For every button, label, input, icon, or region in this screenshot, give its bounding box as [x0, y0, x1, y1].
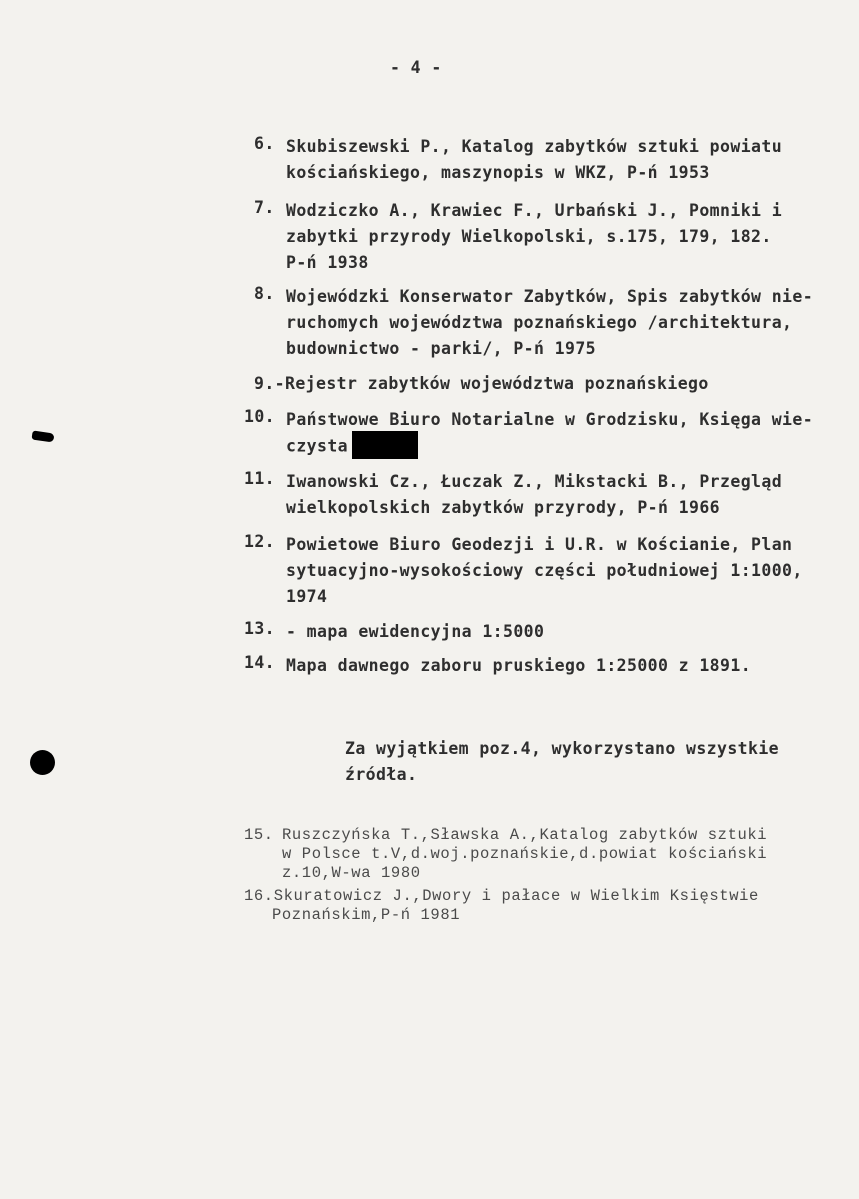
- note-line: źródła.: [345, 765, 418, 784]
- entry-number: 15.: [244, 826, 274, 844]
- bibliography-entry-13: [244, 619, 544, 645]
- bibliography-entry-8: [254, 284, 813, 362]
- bibliography-entry-11: [244, 469, 782, 521]
- closing-note: [345, 736, 779, 788]
- page-number: - 4 -: [390, 58, 442, 77]
- entry-line: Mapa dawnego zaboru pruskiego 1:25000 z 1891.: [286, 656, 752, 675]
- entry-line: -Rejestr zabytków województwa poznańskiego: [274, 374, 709, 393]
- entry-number: 14.: [244, 653, 276, 672]
- entry-line: z.10,W-wa 1980: [282, 864, 421, 882]
- entry-line: Iwanowski Cz., Łuczak Z., Mikstacki B., Przegląd: [286, 472, 783, 491]
- entry-line: 1974: [286, 587, 328, 606]
- entry-line: Poznańskim,P-ń 1981: [272, 906, 461, 924]
- note-line: Za wyjątkiem poz.4, wykorzystano wszystkie: [345, 739, 780, 758]
- bibliography-entry-10: [244, 407, 813, 459]
- entry-number: 8.: [254, 284, 275, 303]
- entry-line: sytuacyjno-wysokościowy części południowej 1:1000,: [286, 561, 803, 580]
- binder-hole-mark: [30, 750, 55, 775]
- entry-line: Wojewódzki Konserwator Zabytków, Spis zabytków nie-: [286, 287, 814, 306]
- entry-line: kościańskiego, maszynopis w WKZ, P-ń 1953: [286, 163, 710, 182]
- bibliography-entry-9: [254, 371, 709, 397]
- entry-number: 16.: [244, 887, 274, 905]
- redaction-block: [352, 431, 418, 459]
- addendum-entry-16: [244, 887, 759, 925]
- entry-line: Skuratowicz J.,Dwory i pałace w Wielkim Księstwie: [273, 887, 759, 905]
- entry-number: 13.: [244, 619, 276, 638]
- entry-line: czysta: [286, 436, 349, 456]
- entry-line: budownictwo - parki/, P-ń 1975: [286, 339, 597, 358]
- bibliography-entry-7: [254, 198, 782, 276]
- entry-line: wielkopolskich zabytków przyrody, P-ń 1966: [286, 498, 721, 517]
- entry-line: Skubiszewski P., Katalog zabytków sztuki powiatu: [286, 137, 783, 156]
- entry-number: 12.: [244, 532, 276, 551]
- bibliography-entry-6: [254, 134, 782, 186]
- entry-line: w Polsce t.V,d.woj.poznańskie,d.powiat kościański: [282, 845, 768, 863]
- entry-line: Wodziczko A., Krawiec F., Urbański J., Pomniki i: [286, 201, 783, 220]
- entry-number: 11.: [244, 469, 276, 488]
- entry-line: Powietowe Biuro Geodezji i U.R. w Kościanie, Plan: [286, 535, 793, 554]
- binder-punch-mark: [31, 431, 54, 443]
- entry-line: ruchomych województwa poznańskiego /architektura,: [286, 313, 793, 332]
- entry-line: P-ń 1938: [286, 253, 369, 272]
- entry-number: 6.: [254, 134, 275, 153]
- bibliography-entry-12: [244, 532, 803, 610]
- entry-line: Państwowe Biuro Notarialne w Grodzisku, Księga wie-: [286, 410, 814, 429]
- entry-line: - mapa ewidencyjna 1:5000: [286, 622, 545, 641]
- entry-line: zabytki przyrody Wielkopolski, s.175, 179, 182.: [286, 227, 772, 246]
- entry-number: 9.: [254, 374, 275, 393]
- entry-number: 10.: [244, 407, 276, 426]
- entry-number: 7.: [254, 198, 275, 217]
- addendum-entry-15: [244, 826, 767, 883]
- entry-line: Ruszczyńska T.,Sławska A.,Katalog zabytków sztuki: [282, 826, 768, 844]
- bibliography-entry-14: [244, 653, 751, 679]
